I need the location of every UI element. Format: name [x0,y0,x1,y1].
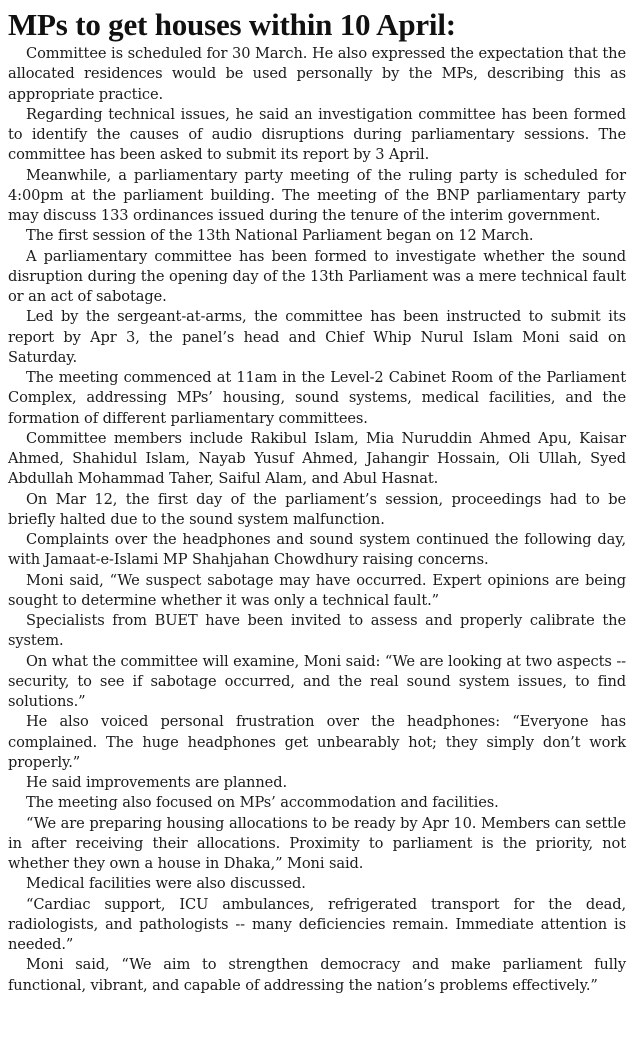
article-headline: MPs to get houses within 10 April: [8,7,456,42]
article-paragraph: The meeting commenced at 11am in the Level-2 Cabinet Room of the Parliament Complex, addressing MPs’ housing, sound systems, medical facilities, and the formation of different parliamentary committees. [8,369,626,427]
article-paragraph: Complaints over the headphones and sound system continued the following day, with Jamaat-e-Islami MP Shahjahan Chowdhury raising concerns. [8,531,626,569]
article-paragraph: Regarding technical issues, he said an investigation committee has been formed to identify the causes of audio disruptions during parliamentary sessions. The committee has been asked to submit its report by 3 April. [8,105,626,164]
article-paragraph: Moni said, “We suspect sabotage may have occurred. Expert opinions are being sought to determine whether it was only a technical fault.” [8,571,626,609]
article-paragraph: “Cardiac support, ICU ambulances, refrigerated transport for the dead, radiologists, and pathologists -- many deficiencies remain. Immediate attention is needed.” [8,895,626,953]
article-paragraph: Moni said, “We aim to strengthen democracy and make parliament fully functional, vibrant, and capable of addressing the nation’s problems effectively.” [8,956,626,994]
article-paragraph: Committee members include Rakibul Islam, Mia Nuruddin Ahmed Apu, Kaisar Ahmed, Shahidul Islam, Nayab Yusuf Ahmed, Jahangir Hossain, Oli Ullah, Syed Abdullah Mohammad Taher, Saiful Alam, and Abul Hasnat. [8,429,626,488]
article-paragraph: “We are preparing housing allocations to be ready by Apr 10. Members can settle in after receiving their allocations. Proximity to parliament is the priority, not whether they own a house in Dhaka,” Moni said. [8,814,626,872]
article-paragraph: Committee is scheduled for 30 March. He also expressed the expectation that the allocated residences would be used personally by the MPs, describing this as appropriate practice. [8,45,626,103]
article-body [8,44,626,996]
article-paragraph: Medical facilities were also discussed. [26,875,306,893]
article-paragraph: A parliamentary committee has been formed to investigate whether the sound disruption during the opening day of the 13th Parliament was a mere technical fault or an act of sabotage. [8,247,626,305]
article-paragraph: He also voiced personal frustration over the headphones: “Everyone has complained. The huge headphones get unbearably hot; they simply don’t work properly.” [8,713,626,771]
article-paragraph: Led by the sergeant-at-arms, the committee has been instructed to submit its report by Apr 3, the panel’s head and Chief Whip Nurul Islam Moni said on Saturday. [8,308,626,366]
article-paragraph: The meeting also focused on MPs’ accommodation and facilities. [26,794,499,812]
article-paragraph: Meanwhile, a parliamentary party meeting of the ruling party is scheduled for 4:00pm at the parliament building. The meeting of the BNP parliamentary party may discuss 133 ordinances issued during the tenure of the interim government. [8,166,626,224]
article-paragraph: On Mar 12, the first day of the parliament’s session, proceedings had to be briefly halted due to the sound system malfunction. [8,490,626,528]
article-paragraph: He said improvements are planned. [26,774,287,791]
article-paragraph: The first session of the 13th National Parliament began on 12 March. [26,227,534,245]
article-paragraph: On what the committee will examine, Moni said: “We are looking at two aspects -- security, to see if sabotage occurred, and the real sound system issues, to find solutions.” [8,652,626,710]
article-paragraph: Specialists from BUET have been invited to assess and properly calibrate the system. [8,612,626,650]
